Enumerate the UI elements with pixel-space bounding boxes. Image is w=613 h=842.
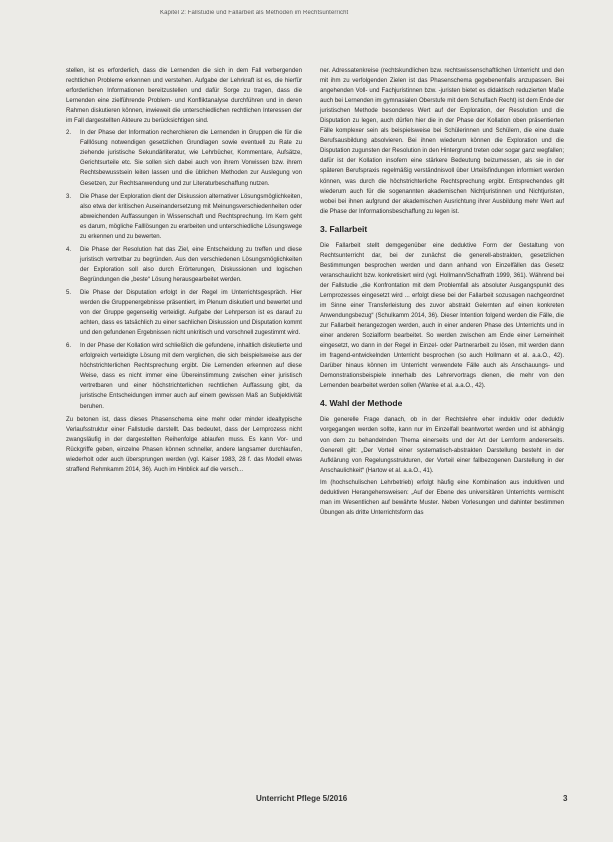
list-text: In der Phase der Kollation wird schließlich die gefundene, inhaltlich diskutierte und erfolgreich verteidigte Lösung mit dem verglichen, die sich beispielsweise aus der höchstrichterlichen Rechtsprechung ergibt. Die Lernenden erkennen auf diese Weise, dass es nicht immer eine Übereinstimmung zwischen einer juristisch vertretbaren und einer höchstrichterlichen rechtlichen Auffassung gibt, da juristische Entscheidungen immer auch auf einem gewissen Maß an Subjektivität beruhen.	[80, 343, 302, 410]
list-text: Die Phase der Exploration dient der Diskussion alternativer Lösungsmöglichkeiten, also etwa der kritischen Auseinandersetzung mit Meinungsverschiedenheiten oder abweichenden Auffassungen in Wissenschaft und Rechtsprechung. Im Kern geht es darum, mögliche Falllösungen zu erarbeiten und unterschiedliche Lösungswege zu erkennen und zu bewerten.	[80, 193, 302, 240]
left-column	[66, 66, 302, 477]
left-outro-paragraph: Zu betonen ist, dass dieses Phasenschema eine mehr oder minder idealtypische Verlaufsstruktur einer Fallstudie darstellt. Das bedeutet, dass der Lernprozess nicht zwangsläufig in der dargestellten Reihenfolge ablaufen muss. Es kann Vor- und Rückgriffe geben, einzelne Phasen können schneller, andere langsamer durchlaufen, wiederholt oder auch übersprungen werden (vgl. Kaiser 1983, 28 f. das Modell etwas straffend Rehmkamm 2014, 36). Auch im Hinblick auf die versch...	[66, 416, 302, 473]
left-intro-paragraph: stellen, ist es erforderlich, dass die Lernenden die sich in dem Fall verbergenden rechtlichen Probleme erkennen und verstehen. Aufgabe der Lehrkraft ist es, die hierfür erforderlichen Informationen bereitzustellen und dafür Sorge zu tragen, dass die Lernenden eine zielführende Problem- und Konfliktanalyse durchführen und in deren Rahmen diskutieren können, inwieweit die unterschiedlichen rechtlichen Interessen der im Fall dargestellten Akteure zu berücksichtigen sind.	[66, 68, 302, 125]
list-number: 4.	[66, 246, 72, 253]
methode-paragraph-continued: Im (hochschulischen Lehrbetrieb) erfolgt häufig eine Kombination aus induktiven und deduktiven Herangehensweisen: „Auf der Ebene des universitären Unterrichts vermischt man im Wesentlichen auf bewährte Muster. Neben Vorlesungen und dahinter bestimmen Übungen als dritte Unterrichtsform das	[320, 479, 564, 516]
right-intro-paragraph: ner. Adressatenkreise (rechtskundlichen bzw. rechtswissenschaftlichen Unterricht und den mit ihm zu verfolgenden Zielen ist das Phasenschema gegebenenfalls anzupassen. Bei angehenden Voll- und Fachjuristinnen bzw. -juristen bietet es didaktisch reduzierten Maße auch bei Lernenden im gymnasialen Oberstufe mit dem Schulfach Recht) ist dem Ende der juristischen Methode besonderes Wert auf der Exploration, der Resolution und die Disputation zu legen, auch dürfen hier die in der Phase der Kollation oben präsentierten Fälle komplexer sein als beispielsweise bei Schülerinnen und Schülern, die eine duale Berufsausbildung absolvieren. Bei ihnen wiederum können die Exploration und die Disputation zugunsten der Resolution in den Hintergrund treten oder sogar ganz wegfallen; dafür ist der Kollation insofern eine stärkere Bedeutung beizumessen, als sie in der späteren Berufspraxis regelmäßig verständnisvoll über Urteilsfindungen informiert werden können, was durch die höchstrichterliche Rechtsprechung ergibt. Entsprechendes gilt wiederum auch für die sogenannten akademischen Nichtjuristinnen und Nichtjuristen, wobei bei ihnen aufgrund der akademischen Ausrichtung ihrer Ausbildung mehr Wert auf die Phase der Informationsbeschaffung zu legen ist.	[320, 68, 564, 215]
running-head: Kapitel 2: Fallstudie und Fallarbeit als Methoden im Rechtsunterricht	[160, 10, 349, 16]
phase-list-item	[66, 341, 302, 411]
list-text: In der Phase der Information recherchieren die Lernenden in Gruppen die für die Falllösung notwendigen gesetzlichen Grundlagen sowie eventuell zu Rate zu ziehende juristische Sekundärliteratur, wie Lehrbücher, Kommentare, Aufsätze, Gerichtsurteile etc. Sie sollen sich dabei auch von ihrem Vorwissen bzw. ihrem Rechtsbewusstsein leiten lassen und die üblichen Methoden zur Auslegung von Gesetzen, zur Rechtsanwendung und zur Literaturbeschaffung nutzen.	[80, 130, 302, 187]
list-number: 5.	[66, 289, 72, 296]
footer-journal-title: Unterricht Pflege 5/2016	[256, 794, 348, 803]
methode-paragraph: Die generelle Frage danach, ob in der Rechtslehre eher induktiv oder deduktiv vorgegangen werden sollte, kann nur im Einzelfall beantwortet werden und ist abhängig von dem zu behandelnden Thema einerseits und der Art der Lernform andererseits. Generell gilt: „Der Vorteil einer systematisch-abstrakten Darstellung besteht in der Aufklärung von Regelungsstrukturen, der Vorteil einer fallbezogenen Darstellung in der Anschaulichkeit“ (Hartow et al. a.a.O., 41).	[320, 417, 564, 474]
list-text: Die Phase der Resolution hat das Ziel, eine Entscheidung zu treffen und diese juristisch vertretbar zu begründen. Aus den verschiedenen Lösungsmöglichkeiten der Exploration soll also durch Erörterungen, Diskussionen und logischen Begründungen die „beste“ Lösung herausgearbeitet werden.	[80, 246, 302, 283]
phase-list-item	[66, 288, 302, 338]
list-text: Die Phase der Disputation erfolgt in der Regel im Unterrichtsgespräch. Hier werden die Gruppenergebnisse präsentiert, im Plenum diskutiert und bewertet und von der Gruppe gegenseitig verteidigt. Aufgabe der Lehrperson ist es darauf zu achten, dass es tatsächlich zu einer sachlichen Diskussion und Disputation kommt und den gefundenen Ergebnissen nicht unkritisch und vorschnell zugestimmt wird.	[80, 289, 302, 337]
page-number: 3	[563, 794, 568, 803]
phase-list-item	[66, 192, 302, 242]
fallarbeit-paragraph: Die Fallarbeit stellt demgegenüber eine deduktive Form der Gestaltung von Rechtsunterricht dar, bei der zunächst die generell-abstrakten, gesetzlichen Bestimmungen besprochen werden und dann anhand von Einzelfällen das Gesetz veranschaulicht bzw. konkretisiert wird (vgl. Hollmann/Schaffrath 1999, 361). Während bei der Fallstudie „die Konfrontation mit dem Problemfall als absoluter Ausgangspunkt des Lernprozesses eingesetzt wird ... erfolgt diese bei der Fallarbeit sozusagen nachgeordnet im Sinne einer Transferleistung des zuvor abstrakt Gelernten auf einen konkreten Anwendungsbezug“ (Schulkamm 2014, 36). Dieser Intention folgend werden die Fälle, die zur Fallarbeit herangezogen werden, auch in einer anderen Phase des Unterrichts und in einer anderen Sozialform bearbeitet. So werden zwischen am Ende einer Lerneinheit eingesetzt, wo dann in der Regel in Einzel- oder Partnerarbeit zu lösen, mit werden dann im fragend-entwickelnden Unterricht besprochen (so auch Hollmann et al. a.a.O., 42). Darüber hinaus können im Unterricht verwendete Fälle auch als Anschauungs- und Demonstrationsbeispiele innerhalb des Lehrervortrags dienen, die mehr von den Lernenden bearbeitet werden sollen (Wanke et al. a.a.O., 42).	[320, 242, 564, 390]
right-column	[320, 66, 564, 520]
list-number: 3.	[66, 193, 72, 200]
list-number: 6.	[66, 343, 72, 350]
section-heading-wahl-der-methode: 4. Wahl der Methode	[320, 398, 403, 409]
section-heading-fallarbeit: 3. Fallarbeit	[320, 223, 368, 234]
phase-list-item	[66, 128, 302, 188]
list-number: 2.	[66, 130, 72, 137]
phase-list-item	[66, 245, 302, 285]
